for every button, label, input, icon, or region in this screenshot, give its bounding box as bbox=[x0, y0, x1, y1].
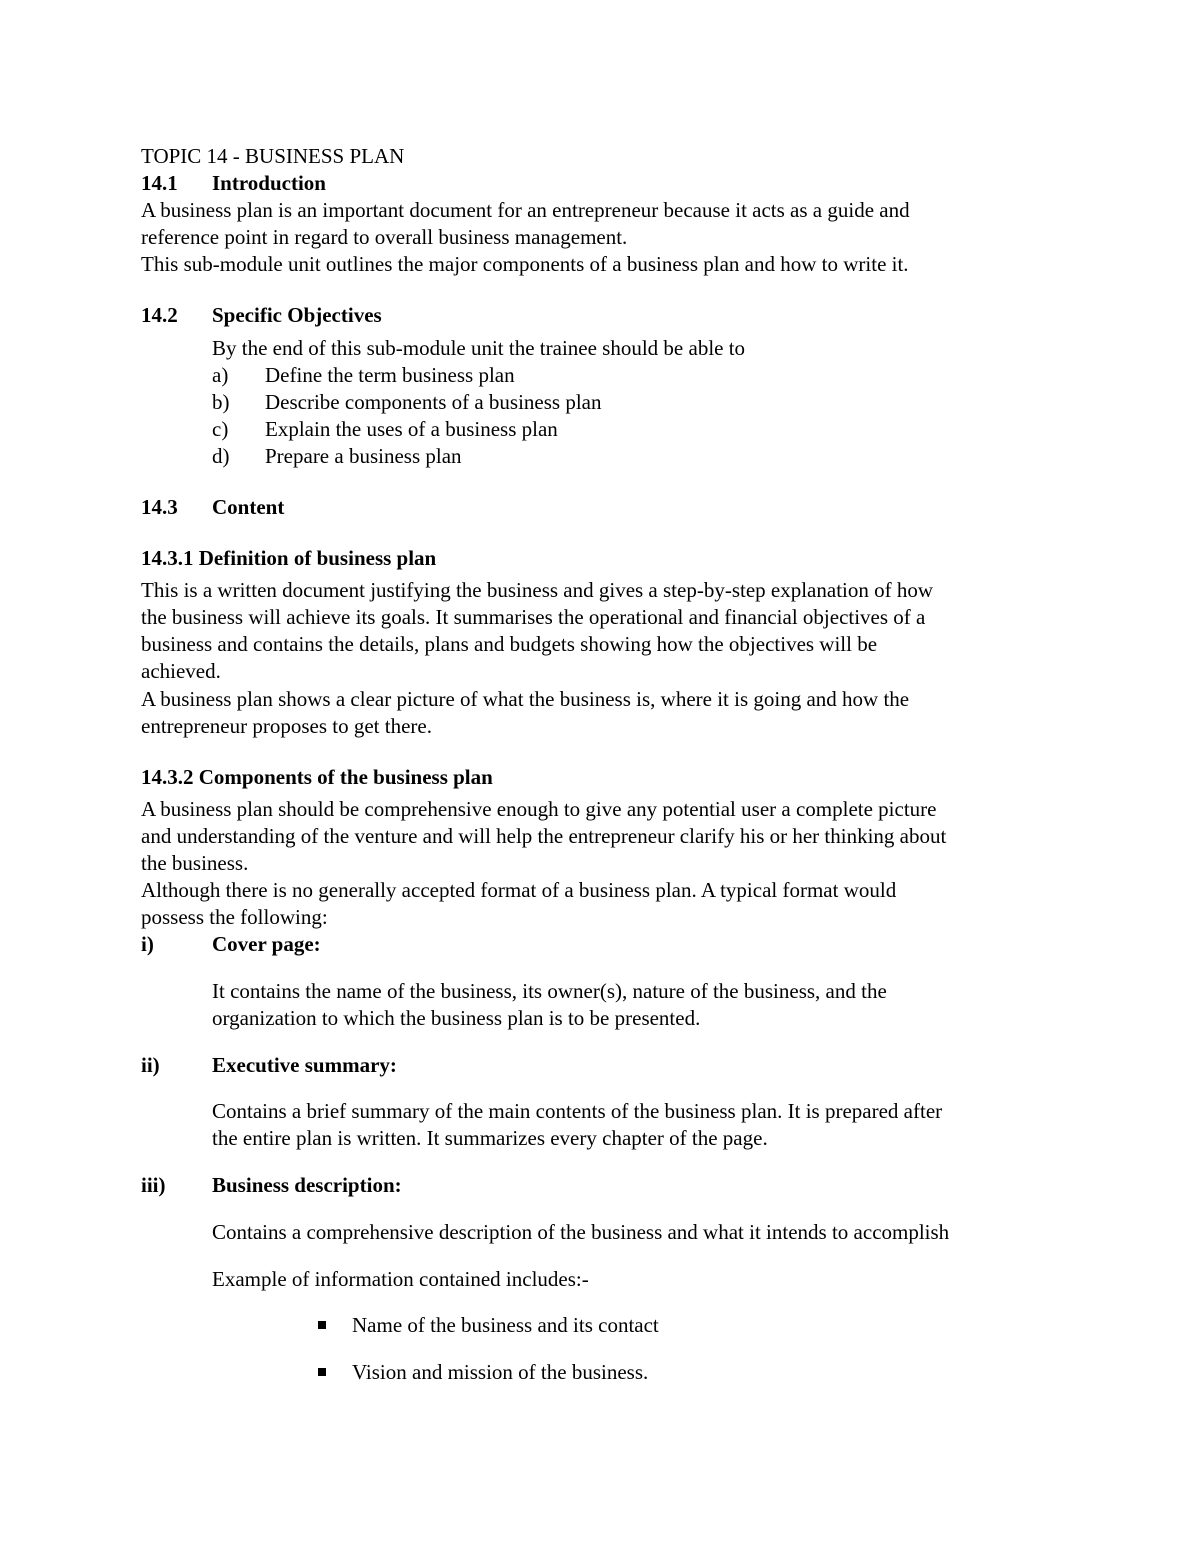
bullet-item: Name of the business and its contact bbox=[352, 1313, 659, 1337]
component-heading: Executive summary: bbox=[212, 1053, 397, 1077]
paragraph-line: Contains a brief summary of the main contents of the business plan. It is prepared after bbox=[212, 1099, 943, 1123]
subsection-heading: 14.3.1 Definition of business plan bbox=[141, 546, 437, 570]
paragraph-line: This is a written document justifying the business and gives a step-by-step explanation of how bbox=[141, 578, 934, 602]
list-item: Define the term business plan bbox=[265, 363, 515, 387]
section-heading: Introduction bbox=[212, 171, 326, 195]
page-title: TOPIC 14 - BUSINESS PLAN bbox=[141, 144, 405, 168]
paragraph-line: organization to which the business plan is to be presented. bbox=[212, 1006, 701, 1030]
paragraph-line: This sub-module unit outlines the major components of a business plan and how to write it. bbox=[141, 252, 909, 276]
paragraph-line: achieved. bbox=[141, 659, 221, 683]
square-bullet-icon bbox=[318, 1321, 326, 1329]
component-number: ii) bbox=[141, 1053, 160, 1077]
component-number: i) bbox=[141, 932, 154, 956]
objectives-intro: By the end of this sub-module unit the trainee should be able to bbox=[212, 336, 746, 360]
list-item: Explain the uses of a business plan bbox=[265, 417, 558, 441]
list-item: Prepare a business plan bbox=[265, 444, 462, 468]
square-bullet-icon bbox=[318, 1368, 326, 1376]
paragraph-line: It contains the name of the business, its owner(s), nature of the business, and the bbox=[212, 979, 887, 1003]
paragraph-line: the business will achieve its goals. It summarises the operational and financial objectives of a bbox=[141, 605, 926, 629]
paragraph-line: A business plan is an important document for an entrepreneur because it acts as a guide and bbox=[141, 198, 910, 222]
component-number: iii) bbox=[141, 1173, 166, 1197]
paragraph-line: A business plan shows a clear picture of what the business is, where it is going and how the bbox=[141, 687, 910, 711]
component-heading: Cover page: bbox=[212, 932, 321, 956]
list-item: Describe components of a business plan bbox=[265, 390, 602, 414]
section-heading: Content bbox=[212, 495, 285, 519]
subsection-heading: 14.3.2 Components of the business plan bbox=[141, 765, 493, 789]
paragraph-line: Contains a comprehensive description of the business and what it intends to accomplish bbox=[212, 1220, 950, 1244]
paragraph-line: the entire plan is written. It summarizes every chapter of the page. bbox=[212, 1126, 768, 1150]
paragraph-line: and understanding of the venture and will help the entrepreneur clarify his or her thinking about bbox=[141, 824, 947, 848]
paragraph-line: entrepreneur proposes to get there. bbox=[141, 714, 432, 738]
list-label: a) bbox=[212, 363, 229, 387]
list-label: b) bbox=[212, 390, 230, 414]
section-heading: Specific Objectives bbox=[212, 303, 382, 327]
paragraph-line: business and contains the details, plans and budgets showing how the objectives will be bbox=[141, 632, 878, 656]
bullet-item: Vision and mission of the business. bbox=[352, 1360, 649, 1384]
section-number: 14.2 bbox=[141, 303, 178, 327]
paragraph-line: reference point in regard to overall business management. bbox=[141, 225, 628, 249]
list-label: d) bbox=[212, 444, 230, 468]
paragraph-line: the business. bbox=[141, 851, 249, 875]
paragraph-line: possess the following: bbox=[141, 905, 328, 929]
section-number: 14.3 bbox=[141, 495, 178, 519]
section-number: 14.1 bbox=[141, 171, 178, 195]
component-heading: Business description: bbox=[212, 1173, 402, 1197]
paragraph-line: Although there is no generally accepted format of a business plan. A typical format would bbox=[141, 878, 897, 902]
list-label: c) bbox=[212, 417, 229, 441]
paragraph-line: A business plan should be comprehensive enough to give any potential user a complete picture bbox=[141, 797, 937, 821]
paragraph-line: Example of information contained includes:- bbox=[212, 1267, 589, 1291]
